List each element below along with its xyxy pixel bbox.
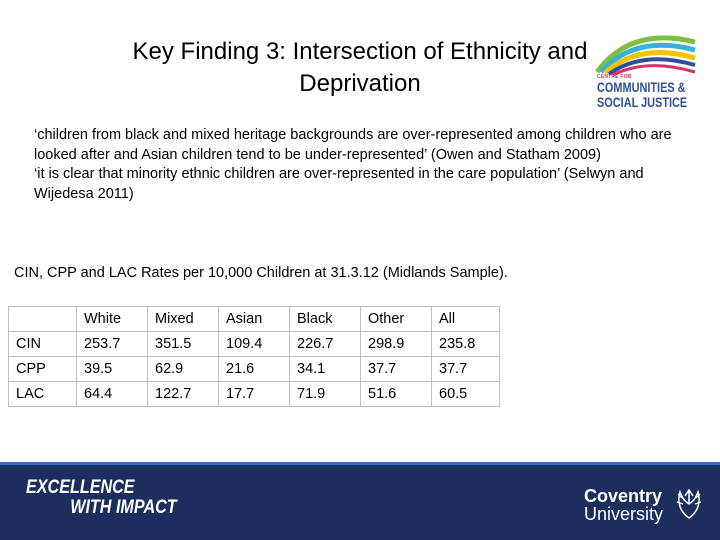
quotes-block <box>34 126 684 204</box>
title-line-1: Key Finding 3: Intersection of Ethnicity and <box>132 38 588 65</box>
table-row <box>9 357 500 382</box>
table-cell: 60.5 <box>432 382 500 407</box>
excellence-with-impact-slogan <box>26 478 203 518</box>
table-cell: 109.4 <box>219 332 290 357</box>
table-caption: CIN, CPP and LAC Rates per 10,000 Children at 31.3.12 (Midlands Sample). <box>14 265 508 281</box>
quote-owen-statham: ‘children from black and mixed heritage backgrounds are over-represented among children who are looked after and Asian children tend to be under-represented’ (Owen and Statham 2009) <box>34 127 672 163</box>
table-cell: 21.6 <box>219 357 290 382</box>
table-cell: 34.1 <box>290 357 361 382</box>
logo-line-1: COMMUNITIES & <box>597 79 686 95</box>
table-cell: 253.7 <box>77 332 148 357</box>
university-line-1: Coventry <box>584 486 663 506</box>
table-cell: 64.4 <box>77 382 148 407</box>
table-cell: 351.5 <box>148 332 219 357</box>
table-cell: 62.9 <box>148 357 219 382</box>
slogan-line-2: WITH IMPACT <box>70 497 177 518</box>
slogan-line-1: EXCELLENCE <box>26 477 135 498</box>
footer-accent-line <box>0 462 720 465</box>
logo-small-text: CENTRE FOR <box>597 74 632 80</box>
page-title <box>100 36 620 100</box>
header-cell: Other <box>361 307 432 332</box>
table-cell: 71.9 <box>290 382 361 407</box>
table-cell: 37.7 <box>361 357 432 382</box>
logo-line-2: SOCIAL JUSTICE <box>597 94 688 110</box>
table-cell: 235.8 <box>432 332 500 357</box>
header-cell <box>9 307 77 332</box>
header-cell: Mixed <box>148 307 219 332</box>
coventry-university-logo <box>584 487 663 523</box>
row-label-cell: LAC <box>9 382 77 407</box>
table-cell: 37.7 <box>432 357 500 382</box>
phoenix-icon <box>674 484 704 520</box>
quote-selwyn-wijedesa: ‘it is clear that minority ethnic children are over-represented in the care population’ (Selwyn and Wijedesa 2011) <box>34 166 644 202</box>
header-cell: Black <box>290 307 361 332</box>
table-cell: 39.5 <box>77 357 148 382</box>
rates-table <box>8 306 500 407</box>
row-label-cell: CIN <box>9 332 77 357</box>
row-label-cell: CPP <box>9 357 77 382</box>
logo-arcs-icon <box>591 22 701 78</box>
table-cell: 226.7 <box>290 332 361 357</box>
header-cell: Asian <box>219 307 290 332</box>
table-cell: 298.9 <box>361 332 432 357</box>
university-line-2: University <box>584 504 664 524</box>
communities-social-justice-logo <box>591 22 701 110</box>
table-header-row <box>9 307 500 332</box>
table-cell: 51.6 <box>361 382 432 407</box>
table-cell: 122.7 <box>148 382 219 407</box>
table-cell: 17.7 <box>219 382 290 407</box>
header-cell: All <box>432 307 500 332</box>
header-cell: White <box>77 307 148 332</box>
table-row <box>9 382 500 407</box>
title-line-2: Deprivation <box>299 70 421 97</box>
table-row <box>9 332 500 357</box>
footer-banner <box>0 462 720 540</box>
